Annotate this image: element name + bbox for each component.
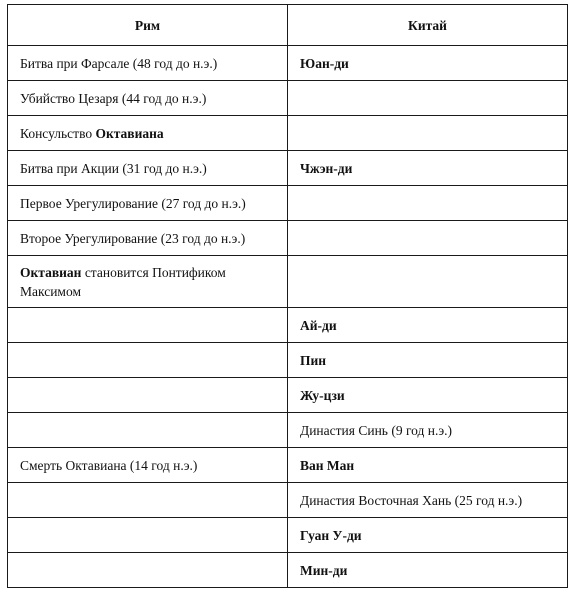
table-row bbox=[8, 483, 568, 518]
bold-name: Ай-ди bbox=[300, 317, 337, 333]
china-cell bbox=[288, 483, 568, 518]
china-cell bbox=[288, 221, 568, 256]
rome-cell bbox=[8, 221, 288, 256]
header-rome: Рим bbox=[8, 5, 288, 46]
bold-name: Ван Ман bbox=[300, 457, 355, 473]
table-row bbox=[8, 46, 568, 81]
table-row bbox=[8, 81, 568, 116]
china-cell bbox=[288, 308, 568, 343]
header-china: Китай bbox=[288, 5, 568, 46]
cell-text: Смерть Октавиана (14 год н.э.) bbox=[20, 457, 198, 473]
bold-name: Юан-ди bbox=[300, 55, 349, 71]
china-cell bbox=[288, 343, 568, 378]
china-cell bbox=[288, 46, 568, 81]
table-row bbox=[8, 116, 568, 151]
bold-name: Пин bbox=[300, 352, 327, 368]
table-row bbox=[8, 553, 568, 588]
rome-cell bbox=[8, 46, 288, 81]
china-cell bbox=[288, 81, 568, 116]
rome-cell bbox=[8, 553, 288, 588]
rome-cell bbox=[8, 448, 288, 483]
china-cell bbox=[288, 116, 568, 151]
table-row bbox=[8, 343, 568, 378]
table-row bbox=[8, 378, 568, 413]
rome-cell bbox=[8, 378, 288, 413]
rome-cell bbox=[8, 81, 288, 116]
cell-text: Первое Урегулирование (27 год до н.э.) bbox=[20, 195, 246, 211]
cell-text: Династия Восточная Хань (25 год н.э.) bbox=[300, 492, 523, 508]
table-row bbox=[8, 448, 568, 483]
table-row bbox=[8, 256, 568, 308]
china-cell bbox=[288, 553, 568, 588]
header-row bbox=[8, 5, 568, 46]
rome-cell bbox=[8, 116, 288, 151]
cell-text: Битва при Акции (31 год до н.э.) bbox=[20, 160, 207, 176]
china-cell bbox=[288, 413, 568, 448]
china-cell bbox=[288, 518, 568, 553]
rome-cell bbox=[8, 256, 288, 308]
china-cell bbox=[288, 448, 568, 483]
rome-cell bbox=[8, 151, 288, 186]
rome-cell bbox=[8, 186, 288, 221]
bold-name: Октавиана bbox=[95, 125, 164, 141]
cell-text: становится Понтификом Максимом bbox=[20, 264, 226, 299]
rome-cell bbox=[8, 413, 288, 448]
bold-name: Жу-цзи bbox=[300, 387, 345, 403]
cell-text: Династия Синь (9 год н.э.) bbox=[300, 422, 453, 438]
bold-name: Гуан У-ди bbox=[300, 527, 362, 543]
table-row bbox=[8, 518, 568, 553]
table-row bbox=[8, 151, 568, 186]
rome-cell bbox=[8, 483, 288, 518]
china-cell bbox=[288, 151, 568, 186]
cell-text: Убийство Цезаря (44 год до н.э.) bbox=[20, 90, 207, 106]
china-cell bbox=[288, 186, 568, 221]
bold-name: Чжэн-ди bbox=[300, 160, 353, 176]
table-row bbox=[8, 221, 568, 256]
table-row bbox=[8, 186, 568, 221]
table-body bbox=[8, 46, 568, 588]
rome-cell bbox=[8, 308, 288, 343]
china-cell bbox=[288, 378, 568, 413]
table-row bbox=[8, 413, 568, 448]
bold-name: Октавиан bbox=[20, 264, 82, 280]
table-row bbox=[8, 308, 568, 343]
rome-cell bbox=[8, 518, 288, 553]
timeline-table bbox=[7, 4, 568, 588]
cell-text: Второе Урегулирование (23 год до н.э.) bbox=[20, 230, 246, 246]
rome-cell bbox=[8, 343, 288, 378]
cell-text: Консульство bbox=[20, 125, 96, 141]
bold-name: Мин-ди bbox=[300, 562, 348, 578]
china-cell bbox=[288, 256, 568, 308]
cell-text: Битва при Фарсале (48 год до н.э.) bbox=[20, 55, 218, 71]
